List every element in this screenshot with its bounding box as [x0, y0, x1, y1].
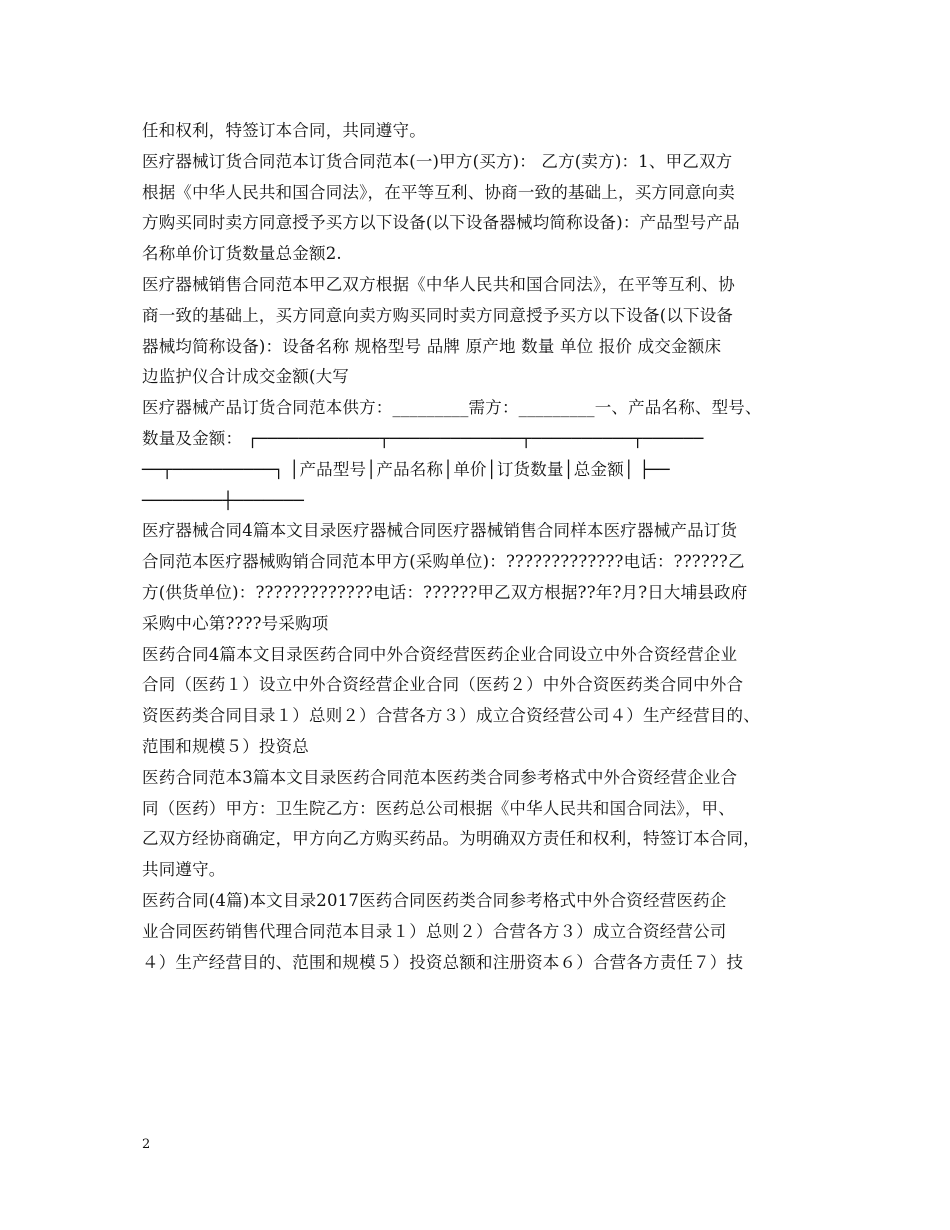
paragraph — [142, 516, 814, 639]
text-line: 商一致的基础上，买方同意向卖方购买同时卖方同意授予买方以下设备(以下设备 — [142, 305, 734, 325]
text-line: 边监护仪合计成交金额(大写 — [142, 367, 350, 387]
text-line: 名称单价订货数量总金额2. — [142, 244, 342, 264]
text-line: ────────┼─────── — [142, 490, 305, 510]
text-line: ４）生产经营目的、范围和规模５）投资总额和注册资本６）合营各方责任７）技 — [142, 952, 744, 972]
text-line: 共同遵守。 — [142, 860, 226, 880]
text-line: 医疗器械销售合同范本甲乙双方根据《中华人民共和国合同法》，在平等互利、协 — [142, 274, 735, 294]
text-line: 同（医药）甲方：卫生院乙方：医药总公司根据《中华人民共和国合同法》，甲、 — [142, 798, 735, 818]
page-number: 2 — [142, 1137, 151, 1152]
text-line: 数量及金额： ┌────────────┬─────────────┬──────────┬────── — [142, 428, 704, 448]
paragraph — [142, 763, 814, 886]
text-line: 业合同医药销售代理合同范本目录１）总则２）合营各方３）成立合资经营公司 — [142, 921, 727, 941]
text-line: 方购买同时卖方同意授予买方以下设备(以下设备器械均简称设备)：产品型号产品 — [142, 213, 740, 233]
text-line: 医疗器械订货合同范本订货合同范本(一)甲方(买方)： 乙方(卖方)：1、甲乙双方 — [142, 151, 733, 171]
text-line: 医疗器械产品订货合同范本供方：_________需方：_________一、产品名称、型号、 — [142, 398, 762, 418]
paragraph — [142, 116, 814, 147]
paragraph — [142, 147, 814, 270]
text-line: 合同范本医疗器械购销合同范本甲方(采购单位)：?????????????电话：??????乙 — [142, 552, 745, 572]
paragraph — [142, 886, 814, 978]
text-line: 合同（医药１）设立中外合资经营企业合同（医药２）中外合资医药类合同中外合 — [142, 675, 744, 695]
text-line: 医药合同4篇本文目录医药合同中外合资经营医药企业合同设立中外合资经营企业 — [142, 644, 738, 664]
document-body — [142, 116, 814, 978]
text-line: 器械均简称设备)：设备名称 规格型号 品牌 原产地 数量 单位 报价 成交金额床 — [142, 336, 722, 356]
text-line: 资医药类合同目录１）总则２）合营各方３）成立合资经营公司４）生产经营目的、 — [142, 706, 760, 726]
text-line: 任和权利，特签订本合同，共同遵守。 — [142, 121, 426, 140]
text-line: 方(供货单位)：?????????????电话：??????甲乙双方根据??年?月?日大埔县政府 — [142, 582, 748, 602]
text-line: 采购中心第????号采购项 — [142, 613, 329, 633]
text-line: 乙双方经协商确定，甲方向乙方购买药品。为明确双方责任和权利，特签订本合同， — [142, 829, 760, 849]
paragraph — [142, 393, 814, 516]
paragraph — [142, 270, 814, 393]
text-line: ──┬──────────┐ │产品型号│产品名称│单价│订货数量│总金额│ ├── — [142, 459, 670, 479]
text-line: 医药合同范本3篇本文目录医药合同范本医药类合同参考格式中外合资经营企业合 — [142, 767, 738, 787]
text-line: 根据《中华人民共和国合同法》，在平等互利、协商一致的基础上，买方同意向卖 — [142, 182, 735, 202]
paragraph — [142, 640, 814, 763]
text-line: 医疗器械合同4篇本文目录医疗器械合同医疗器械销售合同样本医疗器械产品订货 — [142, 521, 738, 541]
text-line: 范围和规模５）投资总 — [142, 736, 309, 756]
text-line: 医药合同(4篇)本文目录2017医药合同医药类合同参考格式中外合资经营医药企 — [142, 890, 727, 910]
